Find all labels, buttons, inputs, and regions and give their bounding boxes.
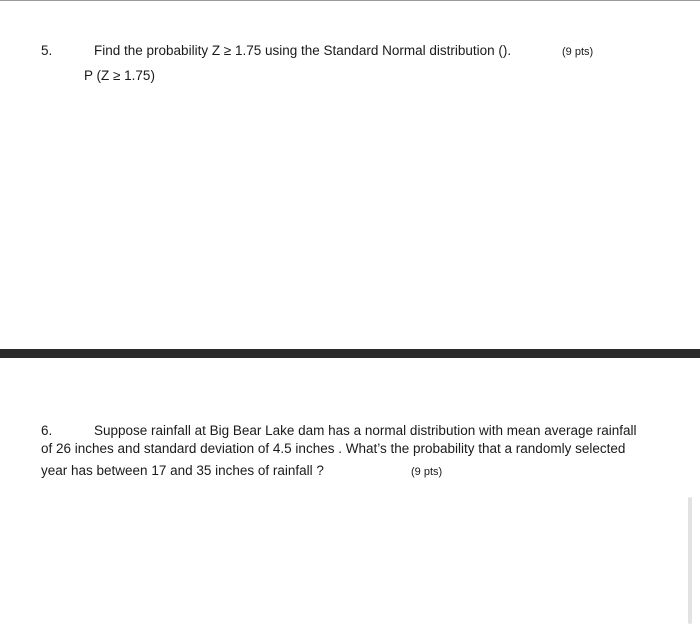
page-lower	[0, 358, 700, 624]
question-6-number: 6.	[41, 423, 53, 438]
question-5-answer-line: P (Z ≥ 1.75)	[84, 68, 155, 83]
question-6-line-1: Suppose rainfall at Big Bear Lake dam has a normal distribution with mean average rainfall	[94, 423, 637, 438]
question-6-line-3: year has between 17 and 35 inches of rainfall ?	[41, 463, 324, 478]
page-break-divider	[0, 349, 700, 358]
page-upper	[0, 1, 700, 349]
scrollbar[interactable]	[688, 497, 692, 624]
question-5-number: 5.	[41, 43, 53, 58]
question-6-line-2: of 26 inches and standard deviation of 4.5 inches . What’s the probability that a randomly selected	[41, 441, 626, 456]
question-5-points: (9 pts)	[562, 46, 594, 58]
question-6-points: (9 pts)	[411, 466, 443, 478]
question-5-text: Find the probability Z ≥ 1.75 using the Standard Normal distribution ().	[94, 43, 512, 58]
